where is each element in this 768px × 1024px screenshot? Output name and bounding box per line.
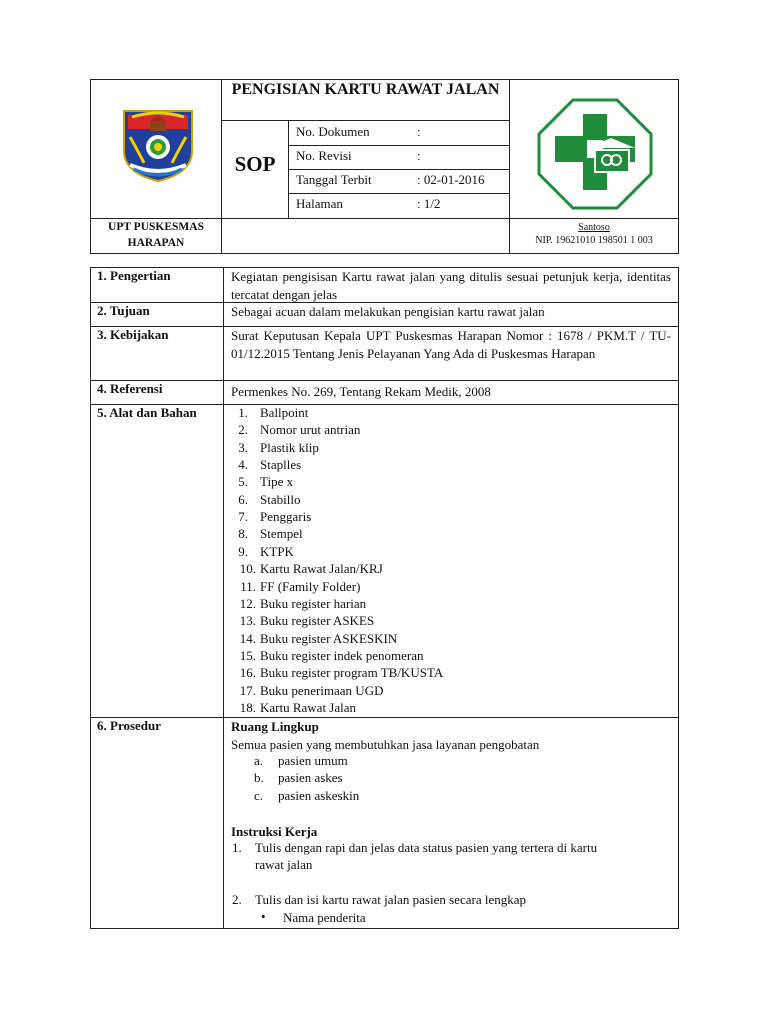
divider [288, 193, 509, 194]
puskesmas-logo [537, 98, 653, 210]
alat-item: Buku register harian [260, 595, 367, 611]
alat-item-number: 3. [238, 439, 248, 455]
alat-item-number: 11. [240, 578, 256, 594]
divider [288, 169, 509, 170]
alat-item: Ballpoint [260, 405, 309, 420]
label-pengertian: 1. Pengertian [97, 268, 171, 283]
alat-item-number: 12. [239, 595, 256, 611]
label-tujuan: 2. Tujuan [97, 303, 150, 318]
alat-item: Kartu Rawat Jalan [260, 699, 357, 715]
text-pengertian: Kegiatan pengisisan Kartu rawat jalan yang ditulis sesuai petunjuk kerja, identitas tercatat dengan jelas [231, 269, 671, 302]
alat-item-number: 1. [238, 405, 248, 420]
alat-item-number: 8. [238, 526, 248, 542]
meta-value-halaman: : 1/2 [417, 196, 441, 211]
meta-value-dokumen: : [417, 124, 421, 139]
alat-item-number: 2. [238, 422, 248, 438]
document-title: PENGISIAN KARTU RAWAT JALAN [231, 81, 500, 98]
ruang-item-marker: b. [254, 770, 264, 785]
alat-item: Tipe x [260, 474, 294, 490]
divider [90, 717, 679, 718]
alat-item: Buku register ASKESKIN [260, 630, 398, 646]
text-referensi: Permenkes No. 269, Tentang Rekam Medik, 2008 [231, 384, 491, 399]
alat-item: KTPK [260, 543, 294, 559]
alat-item: Stabillo [260, 491, 301, 507]
label-prosedur: 6. Prosedur [97, 718, 162, 733]
alat-item: Kartu Rawat Jalan/KRJ [260, 561, 383, 577]
step-1-text-cont: rawat jalan [255, 857, 313, 872]
meta-label-halaman: Halaman [296, 196, 343, 211]
text-kebijakan: Surat Keputusan Kepala UPT Puskesmas Harapan Nomor : 1678 / PKM.T / TU-01/12.2015 Tentang Jenis Pelayanan Yang Ada di Puskesmas Harapan [231, 328, 671, 361]
divider [223, 267, 224, 929]
regional-emblem-logo [120, 107, 196, 183]
alat-item: Nomor urut antrian [260, 422, 361, 438]
signer-name: Santoso [578, 222, 610, 233]
alat-item-number: 15. [239, 647, 256, 663]
alat-item: Buku register ASKES [260, 613, 375, 629]
alat-item-number: 6. [238, 491, 248, 507]
alat-item-number: 4. [238, 457, 248, 473]
alat-item: Plastik klip [260, 439, 319, 455]
alat-item: Buku register program TB/KUSTA [260, 665, 444, 681]
instruksi-kerja-title: Instruksi Kerja [231, 824, 318, 839]
step-1-text: Tulis dengan rapi dan jelas data status pasien yang tertera di kartu [255, 840, 598, 855]
ruang-item-marker: c. [254, 788, 264, 803]
alat-item: Staplles [260, 457, 302, 473]
alat-item: Penggaris [260, 509, 312, 525]
ruang-item: pasien askeskin [278, 788, 360, 803]
label-alat-bahan: 5. Alat dan Bahan [97, 405, 197, 420]
alat-item-number: 9. [238, 543, 248, 559]
label-referensi: 4. Referensi [97, 381, 163, 396]
signer-nip: NIP. 19621010 198501 1 003 [535, 235, 653, 246]
alat-item-number: 13. [239, 613, 256, 629]
meta-label-tanggal: Tanggal Terbit [296, 172, 372, 187]
step-marker: 2. [232, 892, 242, 907]
alat-item-number: 16. [239, 665, 256, 681]
bullet-icon: • [261, 909, 266, 924]
ruang-lingkup-text: Semua pasien yang membutuhkan jasa layanan pengobatan [231, 737, 540, 752]
org-line-1: UPT PUSKESMAS [108, 221, 204, 233]
org-line-2: HARAPAN [127, 237, 185, 249]
alat-item-number: 5. [238, 474, 248, 490]
meta-value-revisi: : [417, 148, 421, 163]
divider [221, 120, 509, 121]
meta-label-revisi: No. Revisi [296, 148, 352, 163]
alat-item-number: 10. [239, 561, 256, 577]
organization-name [92, 219, 220, 251]
alat-item: Stempel [260, 526, 303, 542]
alat-item-number: 14. [239, 630, 256, 646]
ruang-lingkup-title: Ruang Lingkup [231, 719, 319, 734]
divider [90, 380, 679, 381]
ruang-item: pasien askes [278, 770, 343, 785]
alat-item-number: 17. [239, 682, 256, 698]
alat-item-number: 7. [238, 509, 248, 525]
sop-label: SOP [234, 152, 276, 176]
step-2-text: Tulis dan isi kartu rawat jalan pasien secara lengkap [255, 892, 526, 907]
meta-label-dokumen: No. Dokumen [296, 124, 370, 139]
alat-item: FF (Family Folder) [260, 578, 361, 594]
alat-item: Buku penerimaan UGD [260, 682, 384, 698]
meta-value-tanggal: : 02-01-2016 [417, 172, 485, 187]
alat-item-number: 18. [239, 699, 256, 715]
bullet-item: Nama penderita [283, 910, 366, 925]
ruang-item-marker: a. [254, 753, 264, 768]
text-tujuan: Sebagai acuan dalam melakukan pengisian kartu rawat jalan [231, 304, 545, 319]
ruang-item: pasien umum [278, 753, 348, 768]
label-kebijakan: 3. Kebijakan [97, 327, 169, 342]
step-marker: 1. [232, 840, 242, 855]
alat-item: Buku register indek penomeran [260, 647, 424, 663]
divider [288, 145, 509, 146]
sop-content-table [90, 267, 679, 929]
